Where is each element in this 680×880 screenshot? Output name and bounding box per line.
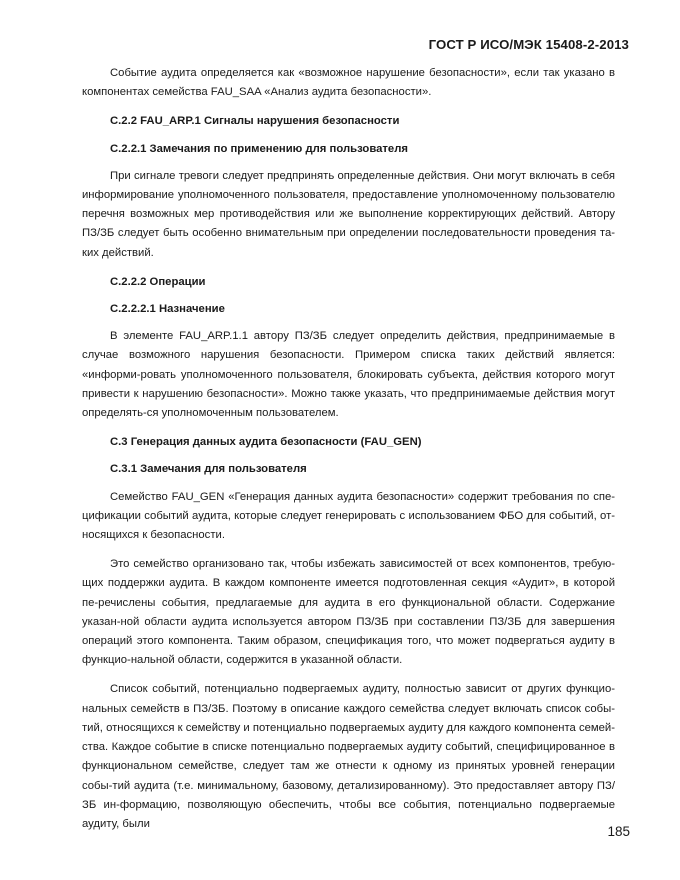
subsection-heading: C.2.2.2.1 Назначение <box>110 303 225 316</box>
paragraph: При сигнале тревоги следует предпринять определенные действия. Они могут включать в себя информирование уполномоченного пользователя, предоставление уполномоченному пользователю перечня возможных мер противодействия или же выполнение корректирующих действий. Автору ПЗ/ЗБ следует быть особенно внимательным при определении последовательности проведения та-ких действий. <box>82 169 615 259</box>
standard-header: ГОСТ Р ИСО/МЭК 15408-2-2013 <box>428 37 629 52</box>
section-heading: C.3 Генерация данных аудита безопасности (FAU_GEN) <box>110 436 422 449</box>
subsection-heading: C.2.2.1 Замечания по применению для пользователя <box>110 142 408 155</box>
section-heading: C.2.2 FAU_ARP.1 Сигналы нарушения безопасности <box>110 115 400 128</box>
page-content <box>82 64 615 844</box>
paragraph: Это семейство организовано так, чтобы избежать зависимостей от всех компонентов, требую-щих поддержки аудита. В каждом компоненте имеется подготовленная секция «Аудит», в которой пе-речислены события, предлагаемые для аудита в его функциональной области. Содержание указан-ной области аудита используется автором ПЗ/ЗБ при составлении ПЗ/ЗБ для завершения операций этого компонента. Таким образом, спецификация того, что может подвергаться аудиту в функцио-нальной области, содержится в указанной области. <box>82 558 615 667</box>
paragraph: Список событий, потенциально подвергаемых аудиту, полностью зависит от других функцио-нальных семейств в ПЗ/ЗБ. Поэтому в описание каждого семейства следует включать список собы-тий, относящихся к семейству и потенциально подвергаемых аудиту для каждого компонента семей-ства. Каждое событие в списке потенциально подвергаемых аудиту событий, специфицированное в функциональном семействе, следует там же отнести к одному из принятых уровней генерации собы-тий аудита (т.е. минимальному, базовому, детализированному). Это предоставляет автору ПЗ/ЗБ ин-формацию, позволяющую обеспечить, чтобы все события, потенциально подвергаемые аудиту, были <box>82 683 615 830</box>
page-number: 185 <box>607 824 630 839</box>
subsection-heading: C.2.2.2 Операции <box>110 275 206 288</box>
subsection-heading: C.3.1 Замечания для пользователя <box>110 463 307 476</box>
paragraph: Семейство FAU_GEN «Генерация данных аудита безопасности» содержит требования по спе-цификации событий аудита, которые следует генерировать с использованием ФБО для событий, от-носящихся к безопасности. <box>82 490 615 542</box>
paragraph: Событие аудита определяется как «возможное нарушение безопасности», если так указано в компонентах семейства FAU_SAA «Анализ аудита безопасности». <box>82 67 615 99</box>
paragraph: В элементе FAU_ARP.1.1 автору ПЗ/ЗБ следует определить действия, предпринимаемые в случае возможного нарушения безопасности. Примером списка таких действий является: «информи-ровать уполномоченного пользователя, блокировать субъекта, действия которого могут привести к нарушению безопасности». Можно также указать, что предпринимаемые действия могут определять-ся уполномоченным пользователем. <box>82 330 615 420</box>
